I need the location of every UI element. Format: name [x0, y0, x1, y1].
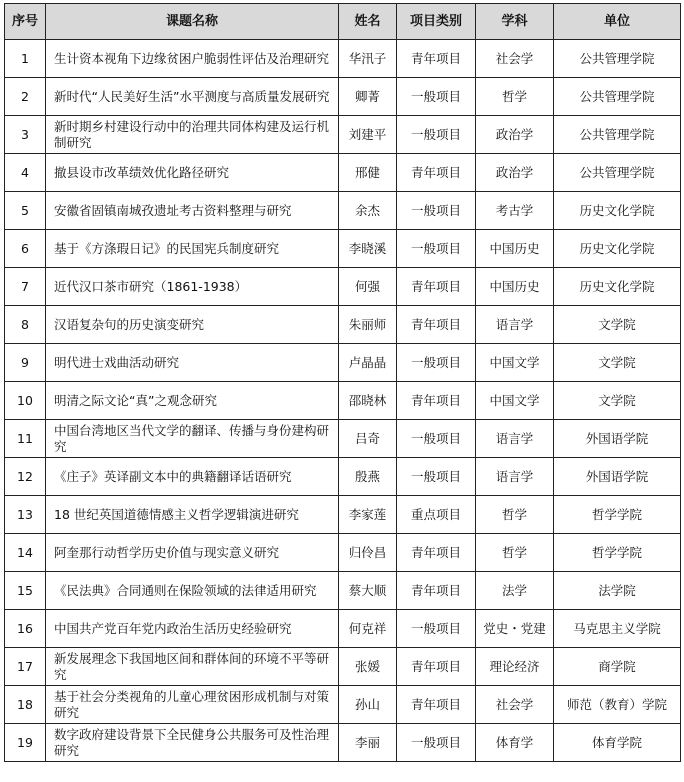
table-row: [5, 116, 681, 154]
cell-unit: 文学院: [554, 344, 681, 382]
cell-title: 新发展理念下我国地区间和群体间的环境不平等研究: [46, 648, 339, 686]
table-row: [5, 154, 681, 192]
table-row: [5, 458, 681, 496]
cell-no: 2: [5, 78, 46, 116]
cell-name: 邵晓林: [339, 382, 397, 420]
header-name: 姓名: [339, 4, 397, 40]
cell-title: 《民法典》合同通则在保险领域的法律适用研究: [46, 572, 339, 610]
cell-subject: 哲学: [476, 78, 554, 116]
cell-name: 何强: [339, 268, 397, 306]
cell-title: 近代汉口茶市研究（1861-1938）: [46, 268, 339, 306]
cell-title: 新时期乡村建设行动中的治理共同体构建及运行机制研究: [46, 116, 339, 154]
cell-no: 7: [5, 268, 46, 306]
header-subject: 学科: [476, 4, 554, 40]
cell-unit: 公共管理学院: [554, 116, 681, 154]
cell-subject: 考古学: [476, 192, 554, 230]
cell-type: 一般项目: [397, 420, 476, 458]
cell-subject: 哲学: [476, 534, 554, 572]
header-no: 序号: [5, 4, 46, 40]
cell-title: 汉语复杂句的历史演变研究: [46, 306, 339, 344]
cell-title: 18 世纪英国道德情感主义哲学逻辑演进研究: [46, 496, 339, 534]
cell-title: 中国台湾地区当代文学的翻译、传播与身份建构研究: [46, 420, 339, 458]
cell-unit: 文学院: [554, 382, 681, 420]
cell-type: 一般项目: [397, 116, 476, 154]
cell-name: 邢健: [339, 154, 397, 192]
cell-name: 朱丽师: [339, 306, 397, 344]
cell-type: 青年项目: [397, 40, 476, 78]
cell-name: 归伶昌: [339, 534, 397, 572]
cell-unit: 师范（教育）学院: [554, 686, 681, 724]
cell-name: 孙山: [339, 686, 397, 724]
cell-subject: 政治学: [476, 154, 554, 192]
project-list-document: [4, 3, 680, 762]
cell-type: 一般项目: [397, 192, 476, 230]
cell-subject: 中国历史: [476, 268, 554, 306]
cell-unit: 体育学院: [554, 724, 681, 762]
cell-name: 华汛子: [339, 40, 397, 78]
table-row: [5, 724, 681, 762]
project-table: [4, 3, 681, 762]
cell-no: 11: [5, 420, 46, 458]
table-row: [5, 230, 681, 268]
cell-title: 安徽省固镇南城孜遗址考古资料整理与研究: [46, 192, 339, 230]
cell-no: 15: [5, 572, 46, 610]
table-row: [5, 306, 681, 344]
cell-title: 阿奎那行动哲学历史价值与现实意义研究: [46, 534, 339, 572]
cell-title: 生计资本视角下边缘贫困户脆弱性评估及治理研究: [46, 40, 339, 78]
cell-unit: 外国语学院: [554, 458, 681, 496]
cell-unit: 文学院: [554, 306, 681, 344]
cell-unit: 公共管理学院: [554, 78, 681, 116]
cell-unit: 哲学学院: [554, 496, 681, 534]
cell-no: 3: [5, 116, 46, 154]
table-row: [5, 572, 681, 610]
cell-subject: 语言学: [476, 420, 554, 458]
cell-subject: 社会学: [476, 686, 554, 724]
cell-type: 一般项目: [397, 344, 476, 382]
cell-name: 卢晶晶: [339, 344, 397, 382]
cell-no: 6: [5, 230, 46, 268]
cell-no: 13: [5, 496, 46, 534]
cell-name: 卿菁: [339, 78, 397, 116]
cell-unit: 外国语学院: [554, 420, 681, 458]
cell-unit: 马克思主义学院: [554, 610, 681, 648]
cell-no: 9: [5, 344, 46, 382]
cell-title: 《庄子》英译副文本中的典籍翻译话语研究: [46, 458, 339, 496]
cell-name: 李家莲: [339, 496, 397, 534]
cell-type: 青年项目: [397, 306, 476, 344]
cell-name: 何克祥: [339, 610, 397, 648]
cell-no: 18: [5, 686, 46, 724]
cell-title: 明代进士戏曲活动研究: [46, 344, 339, 382]
table-row: [5, 382, 681, 420]
cell-type: 青年项目: [397, 686, 476, 724]
cell-title: 基于《方涤瑕日记》的民国宪兵制度研究: [46, 230, 339, 268]
cell-type: 一般项目: [397, 458, 476, 496]
cell-title: 数字政府建设背景下全民健身公共服务可及性治理研究: [46, 724, 339, 762]
table-row: [5, 78, 681, 116]
cell-name: 蔡大顺: [339, 572, 397, 610]
cell-type: 青年项目: [397, 572, 476, 610]
table-row: [5, 192, 681, 230]
cell-type: 一般项目: [397, 724, 476, 762]
cell-title: 撤县设市改革绩效优化路径研究: [46, 154, 339, 192]
cell-name: 殷燕: [339, 458, 397, 496]
cell-type: 青年项目: [397, 268, 476, 306]
cell-name: 吕奇: [339, 420, 397, 458]
table-row: [5, 496, 681, 534]
cell-unit: 历史文化学院: [554, 230, 681, 268]
table-row: [5, 420, 681, 458]
table-row: [5, 610, 681, 648]
cell-type: 一般项目: [397, 230, 476, 268]
cell-name: 李晓溪: [339, 230, 397, 268]
cell-subject: 法学: [476, 572, 554, 610]
cell-no: 19: [5, 724, 46, 762]
cell-unit: 公共管理学院: [554, 40, 681, 78]
cell-title: 明清之际文论“真”之观念研究: [46, 382, 339, 420]
cell-type: 一般项目: [397, 78, 476, 116]
table-row: [5, 40, 681, 78]
cell-unit: 法学院: [554, 572, 681, 610]
cell-type: 青年项目: [397, 534, 476, 572]
table-header: [5, 4, 681, 40]
cell-type: 重点项目: [397, 496, 476, 534]
cell-unit: 公共管理学院: [554, 154, 681, 192]
table-row: [5, 344, 681, 382]
cell-no: 4: [5, 154, 46, 192]
cell-type: 一般项目: [397, 610, 476, 648]
cell-no: 12: [5, 458, 46, 496]
cell-subject: 语言学: [476, 306, 554, 344]
cell-unit: 哲学学院: [554, 534, 681, 572]
table-row: [5, 686, 681, 724]
cell-unit: 历史文化学院: [554, 268, 681, 306]
cell-no: 16: [5, 610, 46, 648]
cell-unit: 商学院: [554, 648, 681, 686]
table-row: [5, 534, 681, 572]
cell-no: 10: [5, 382, 46, 420]
cell-subject: 语言学: [476, 458, 554, 496]
cell-no: 5: [5, 192, 46, 230]
cell-subject: 中国文学: [476, 344, 554, 382]
table-row: [5, 648, 681, 686]
header-title: 课题名称: [46, 4, 339, 40]
header-unit: 单位: [554, 4, 681, 40]
cell-type: 青年项目: [397, 648, 476, 686]
cell-subject: 哲学: [476, 496, 554, 534]
cell-unit: 历史文化学院: [554, 192, 681, 230]
cell-name: 刘建平: [339, 116, 397, 154]
cell-no: 17: [5, 648, 46, 686]
cell-subject: 党史・党建: [476, 610, 554, 648]
cell-no: 8: [5, 306, 46, 344]
cell-name: 李丽: [339, 724, 397, 762]
cell-name: 张媛: [339, 648, 397, 686]
cell-subject: 社会学: [476, 40, 554, 78]
cell-title: 基于社会分类视角的儿童心理贫困形成机制与对策研究: [46, 686, 339, 724]
cell-type: 青年项目: [397, 382, 476, 420]
cell-type: 青年项目: [397, 154, 476, 192]
header-row: [5, 4, 681, 40]
cell-title: 中国共产党百年党内政治生活历史经验研究: [46, 610, 339, 648]
header-type: 项目类别: [397, 4, 476, 40]
cell-subject: 理论经济: [476, 648, 554, 686]
cell-no: 14: [5, 534, 46, 572]
cell-title: 新时代“人民美好生活”水平测度与高质量发展研究: [46, 78, 339, 116]
cell-subject: 政治学: [476, 116, 554, 154]
table-body: [5, 40, 681, 762]
cell-no: 1: [5, 40, 46, 78]
cell-subject: 中国历史: [476, 230, 554, 268]
cell-subject: 体育学: [476, 724, 554, 762]
table-row: [5, 268, 681, 306]
cell-name: 余杰: [339, 192, 397, 230]
cell-subject: 中国文学: [476, 382, 554, 420]
